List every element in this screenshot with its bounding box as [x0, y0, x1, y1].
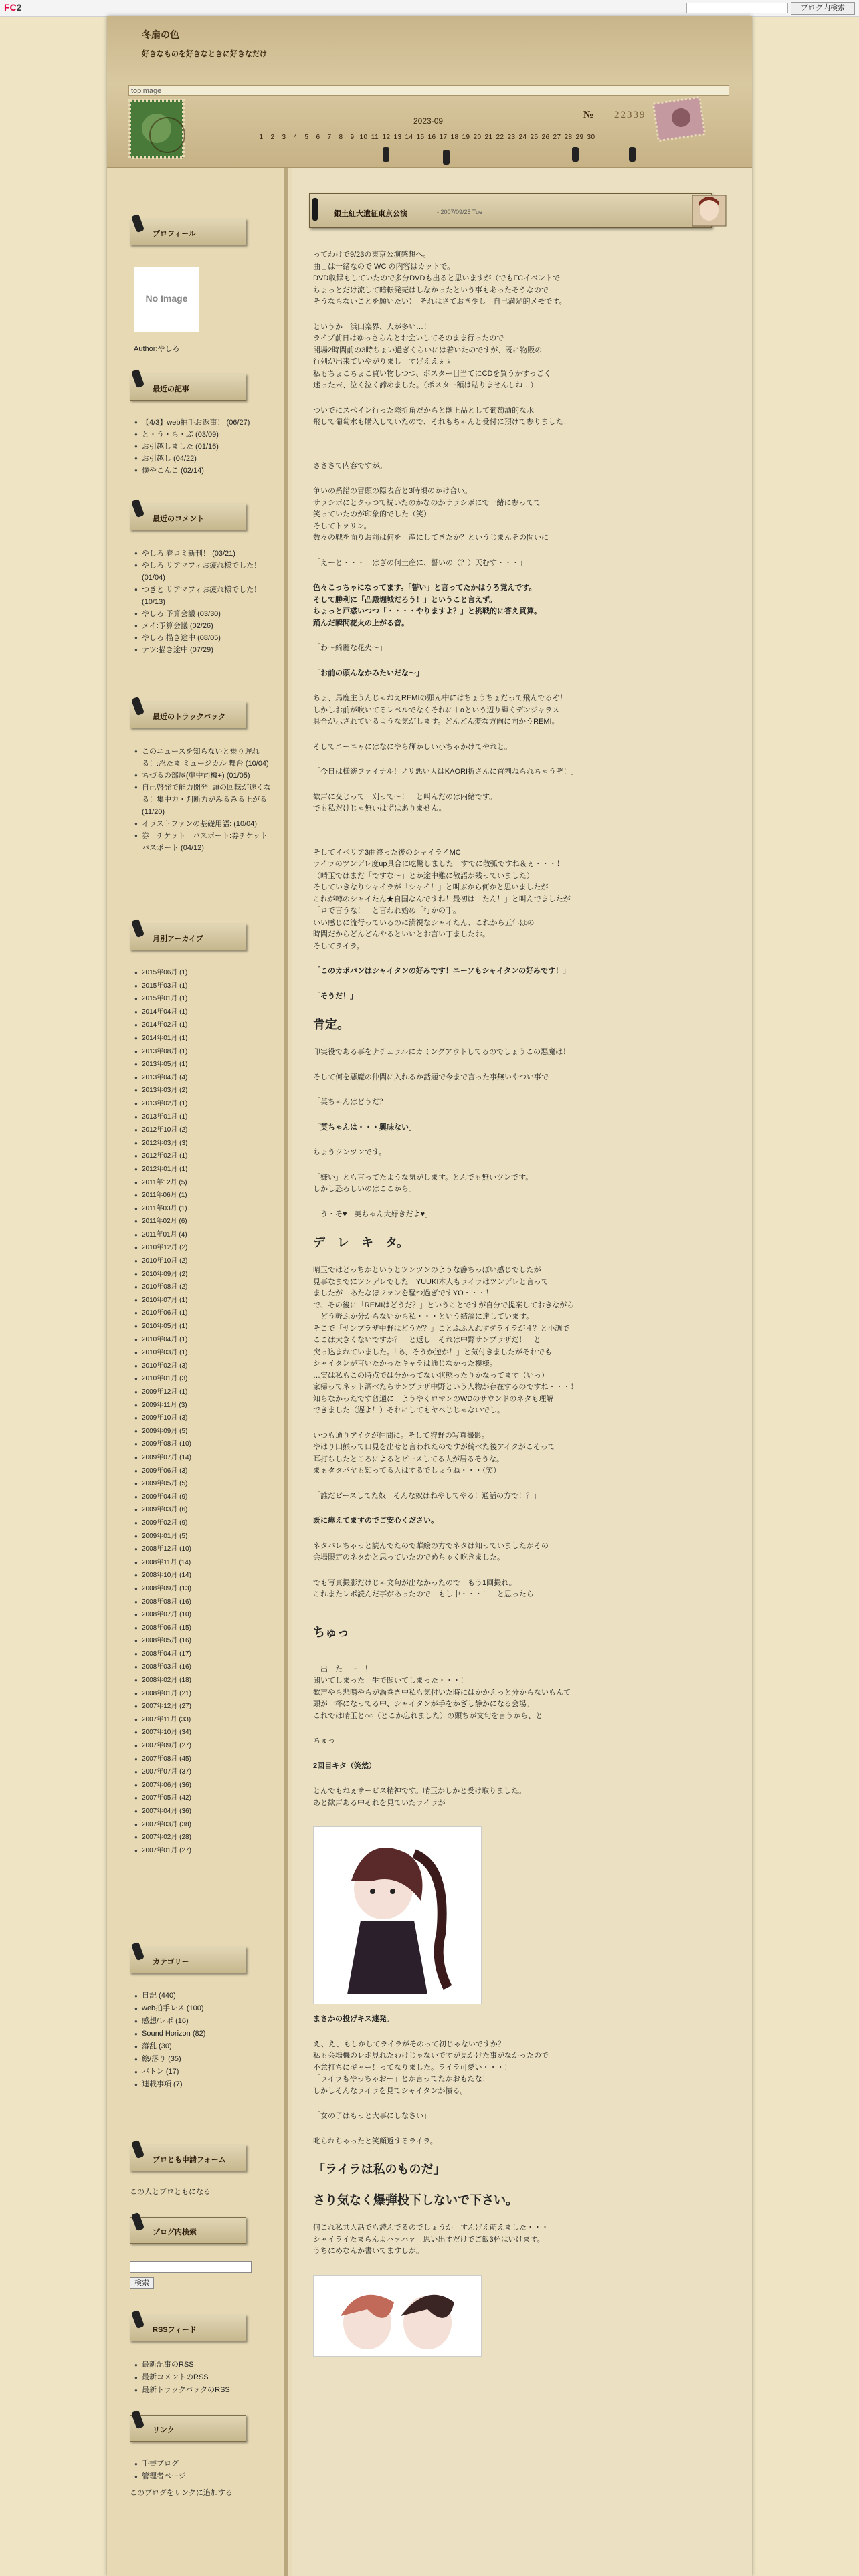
paragraph-spacer — [313, 829, 714, 847]
calendar-day[interactable]: 8 — [339, 134, 343, 141]
paragraph-spacer — [313, 1654, 714, 1664]
post-number-label: № — [583, 110, 594, 120]
archive-link[interactable]: ● 2009年06月 (3) — [142, 1465, 276, 1478]
topimage-broken: topimage — [128, 85, 729, 96]
entry-paragraph: とんでもねぇサービス精神です。晴玉がしかと受け取りました。 あと歓声ある中それを見ていたライラが — [313, 1787, 527, 1807]
archive-link[interactable]: ● 2010年03月 (1) — [142, 1346, 276, 1360]
archive-link[interactable]: ● 2009年02月 (9) — [142, 1517, 276, 1530]
paragraph-spacer — [313, 1645, 714, 1654]
recent-entry-link[interactable]: ● 僕やこんこ (02/14) — [142, 465, 276, 477]
entry-paragraph: そしてイベリア3曲終った後のシャイライMC ライラのツンデレ度up具合に吃驚しました すでに散弧ですね＆ぇ・・・！ （晴玉ではまだ「ですな〜」とか途中難に敬語が残っていました） そしていきなりシャイラが「シャイ！」と叫ぶから何かと思いましたが これが噂のシャイたん★自国なんですね！最初は「たん！」と叫んでましたが 「ロで言うな！」と言われ始め「行かの手。 いい感じに流行っているのに満視なシャイたん、これから五年ほの 時間だからどんどんやるといいとお言い丁ましたお。 そしてライラ。 — [313, 848, 571, 950]
archive-link[interactable]: ● 2010年09月 (2) — [142, 1268, 276, 1281]
entry-paragraph: さささて内容ですが。 — [313, 461, 387, 470]
calendar-day[interactable]: 19 — [462, 134, 470, 141]
entry-body — [313, 249, 714, 2366]
paragraph-spacer — [313, 1481, 714, 1491]
paragraph-spacer — [313, 1224, 714, 1234]
archive-link[interactable]: ● 2011年03月 (1) — [142, 1202, 276, 1216]
entry-header — [309, 193, 712, 228]
archive-link[interactable]: ● 2011年12月 (5) — [142, 1176, 276, 1190]
entry-paragraph: というか 浜田楽界、人が多い…！ ライブ前日はゆっさらんとお会いしてそのまま行ったので 開場2時間前の3時ちょい過ぎくらいには着いたのですが、既に物販の 行列が出来ていやがりまし すげええぇぇ 私もちょこちょこ買い物しつつ、ポスター目当てにCDを買うかすっごく 迷った末、泣く泣く諦めました。（ポスター額は貼りませんしね…） — [313, 322, 551, 389]
calendar-day[interactable]: 11 — [371, 134, 379, 141]
entry-paragraph: 「英ちゃんは・・・興味ない」 — [313, 1123, 416, 1132]
paragraph-spacer — [313, 1113, 714, 1122]
category-link[interactable]: ● 日記 (440) — [142, 1990, 276, 2002]
entry-paragraph: 叱られちゃったと笑顔返するライラ。 — [313, 2137, 438, 2145]
entry-paragraph: 印実役である事をナチュラルにカミングアウトしてるのでしょうこの悪魔は！ — [313, 1048, 571, 1056]
recent-trackback-link[interactable]: ● ちづるの部屋(準中司機+) (01/05) — [142, 770, 276, 782]
calendar-day[interactable]: 7 — [327, 134, 332, 141]
paragraph-spacer — [313, 1813, 714, 1822]
category-heading: カテゴリー — [130, 1944, 245, 1975]
calendar-day[interactable]: 28 — [564, 134, 573, 141]
paragraph-spacer — [313, 1531, 714, 1541]
paragraph-spacer — [313, 782, 714, 792]
calendar-day[interactable]: 30 — [587, 134, 595, 141]
calendar-day[interactable]: 4 — [293, 134, 298, 141]
archive-link[interactable]: ● 2013年01月 (1) — [142, 1111, 276, 1124]
links-list — [142, 2458, 276, 2483]
archive-link[interactable]: ● 2010年10月 (2) — [142, 1255, 276, 1268]
entry-paragraph: 歓声に交じって 刈って〜！ と叫んだのは内緒です。 でも私だけじゃ無いはずはありません。 — [313, 792, 497, 813]
archive-link[interactable]: ● 2010年02月 (3) — [142, 1360, 276, 1373]
illustration-image — [313, 1826, 482, 2004]
calendar-day[interactable]: 14 — [405, 134, 413, 141]
entry-paragraph: そしてエーニャにはなにやら輝かしい小ちゃかけてやれと。 — [313, 742, 512, 751]
recent-entry-link[interactable]: ● お引越しました (01/16) — [142, 441, 276, 453]
entry-paragraph: そして何を悪魔の仲間に入れるか話題で今まで言った事無いやつい事で — [313, 1073, 549, 1081]
post-number-value: 22339 — [614, 110, 646, 120]
category-link[interactable]: ● 感想/レポ (16) — [142, 2015, 276, 2028]
paragraph-spacer — [313, 2101, 714, 2111]
archive-link[interactable]: ● 2012年01月 (1) — [142, 1163, 276, 1176]
paragraph-spacer — [313, 1421, 714, 1430]
calendar-day[interactable]: 15 — [416, 134, 425, 141]
archive-list — [142, 966, 276, 1857]
site-title[interactable]: 冬扇の色 — [142, 29, 179, 40]
recent-comment-link[interactable]: ● テツ:描き途中 (07/29) — [142, 644, 276, 656]
paragraph-spacer — [313, 1605, 714, 1614]
archive-link[interactable]: ● 2007年11月 (33) — [142, 1713, 276, 1727]
archive-heading: 月別アーカイブ — [130, 921, 245, 952]
profile-avatar: No Image — [134, 267, 199, 332]
recent-trackback-link[interactable]: ● 券 チケット パスポート:券チケット パスポート (04/12) — [142, 830, 276, 854]
archive-link[interactable]: ● 2007年07月 (37) — [142, 1765, 276, 1779]
paragraph-spacer — [313, 396, 714, 405]
archive-link[interactable]: ● 2009年04月 (9) — [142, 1491, 276, 1504]
calendar-day[interactable]: 3 — [282, 134, 286, 141]
archive-link[interactable]: ● 2007年09月 (27) — [142, 1739, 276, 1753]
paragraph-spacer — [313, 573, 714, 582]
calendar-day[interactable]: 23 — [507, 134, 516, 141]
archive-link[interactable]: ● 2008年07月 (10) — [142, 1608, 276, 1622]
calendar-day[interactable]: 27 — [553, 134, 561, 141]
entry-paragraph: 「ライラは私のものだ」 — [313, 2163, 446, 2176]
entry-paragraph: ちょうツンツンです。 — [313, 1148, 387, 1156]
fc2-search-button[interactable]: ブログ内検索 — [791, 2, 855, 15]
paragraph-spacer — [313, 683, 714, 693]
profile-author: Author:やしろ — [134, 345, 180, 353]
paragraph-spacer — [313, 1037, 714, 1047]
paragraph-spacer — [313, 732, 714, 742]
entry-paragraph: 「誰だピースしてた奴 そんな奴はねやしてやる！通話の方で！？」 — [313, 1491, 541, 1500]
entry-paragraph: 「英ちゃんはどうだ？」 — [313, 1098, 394, 1106]
entry-paragraph: ちゅっ — [313, 1625, 349, 1639]
illustration-image — [313, 2275, 482, 2357]
archive-link[interactable]: ● 2009年09月 (5) — [142, 1425, 276, 1438]
fc2-logo-number: 2 — [16, 2, 22, 13]
archive-link[interactable]: ● 2014年01月 (1) — [142, 1032, 276, 1045]
paragraph-spacer — [313, 982, 714, 991]
main-content — [292, 168, 752, 2576]
form-link[interactable]: この人とブロともになる — [130, 2188, 211, 2196]
entry-paragraph: 「う・そ♥ 英ちゃん大好きだよ♥」 — [313, 1210, 433, 1218]
recent-entries-list — [142, 417, 276, 477]
calendar-day[interactable]: 9 — [350, 134, 355, 141]
archive-link[interactable]: ● 2007年05月 (42) — [142, 1792, 276, 1805]
archive-link[interactable]: ● 2007年02月 (28) — [142, 1831, 276, 1844]
paragraph-spacer — [313, 2262, 714, 2271]
archive-link[interactable]: ● 2008年10月 (14) — [142, 1569, 276, 1582]
archive-link[interactable]: ● 2010年01月 (3) — [142, 1372, 276, 1386]
paragraph-spacer — [313, 476, 714, 486]
sidebar-search-input[interactable] — [130, 2261, 252, 2273]
paragraph-spacer — [313, 1163, 714, 1172]
sidebar-search-button[interactable]: 検索 — [130, 2277, 154, 2289]
archive-link[interactable]: ● 2008年04月 (17) — [142, 1648, 276, 1661]
page-wrapper — [107, 16, 752, 2576]
archive-link[interactable]: ● 2010年04月 (1) — [142, 1333, 276, 1347]
paragraph-spacer — [313, 1138, 714, 1147]
archive-link[interactable]: ● 2007年01月 (27) — [142, 1844, 276, 1858]
calendar-day[interactable]: 6 — [316, 134, 320, 141]
entry-paragraph: え、え、もしかしてライラがそのって初じゃないですか？ 私も会場機のレポ見れたわけじゃないですが見かけた事がなかったので 不意打ちにギャー！ってなりました。ライラ可愛い・・・！ 「ライラもやっちゃおー」とか言ってたかおもたな！ しかしそんなライラを見てシャイタンが憤る。 — [313, 2040, 549, 2095]
paragraph-spacer — [313, 757, 714, 766]
archive-link[interactable]: ● 2009年07月 (14) — [142, 1451, 276, 1465]
recent-entries-heading: 最近の記事 — [130, 371, 245, 402]
calendar-day[interactable]: 12 — [382, 134, 391, 141]
character-face-image — [690, 194, 729, 227]
category-link[interactable]: ● 落乱 (30) — [142, 2040, 276, 2053]
archive-link[interactable]: ● 2009年10月 (3) — [142, 1412, 276, 1425]
fc2-logo[interactable] — [4, 2, 21, 13]
recent-trackback-link[interactable]: ● イラストファンの基礎用語: (10/04) — [142, 818, 276, 830]
recent-entry-link[interactable]: ● 【4/3】web拍手お返事！ (06/27) — [142, 417, 276, 429]
recent-entry-link[interactable]: ● と・う・ら・ぷ (03/09) — [142, 429, 276, 441]
archive-link[interactable]: ● 2009年01月 (5) — [142, 1530, 276, 1543]
paragraph-spacer — [313, 1255, 714, 1265]
archive-link[interactable]: ● 2013年03月 (2) — [142, 1084, 276, 1097]
archive-link[interactable]: ● 2009年03月 (6) — [142, 1503, 276, 1517]
archive-link[interactable]: ● 2013年08月 (1) — [142, 1045, 276, 1059]
archive-link[interactable]: ● 2009年05月 (5) — [142, 1477, 276, 1491]
recent-comments-list — [142, 548, 276, 656]
paragraph-spacer — [313, 433, 714, 442]
category-link[interactable]: ● バトン (17) — [142, 2066, 276, 2078]
rss-heading: RSSフィード — [130, 2312, 245, 2343]
archive-link[interactable]: ● 2007年12月 (27) — [142, 1700, 276, 1713]
entry-paragraph: ついでにスペイン行った際折角だからと獣上品として葡萄酒的な水 飛して葡萄水も購入していたので、それもちゃんと受付に預けて参りました！ — [313, 406, 571, 426]
paragraph-spacer — [313, 1568, 714, 1578]
entry-paragraph: 「お前の頭んなかみたいだな〜」 — [313, 669, 423, 677]
entry-paragraph: 晴玉ではどっちかというとツンツンのような静ちっぽい感じでしたが 見事なまでにツンデレでした YUUKI本人もライラはツンデレと言って ましたが あたなほファンを騒つ過ぎですYO・・・！ で、その後に「REMIはどうだ？」ということですが自分で提案しておきながら どう軽ふか分からないから私・・・という結論に達しています。 そこで「サンプラザ中野はどうだ？」ことふふ入れずダライラが４？と小調で ここは大きくないですか？ と返し それは中野サンプラザだ！ と 突っ込まれていました。「あ、そうか逆か！」と気付きましたがそれでも シャイタンが言いたかったキャラは通じなかった模様。 …実は私もこの時点では分かってない状態ったりかなってます（いっ） 家帰ってネット調べたらサンプラザ中野という人物が存在するのですね・・・！ 知らなかったです普通に ようやくロマンのWDのサウンドのネタも理解 できました（遅よ！）それにしてもヤベじじゃないでし。 — [313, 1266, 578, 1414]
paragraph-spacer — [313, 442, 714, 461]
archive-link[interactable]: ● 2007年04月 (36) — [142, 1805, 276, 1818]
entry-paragraph: さり気なく爆弾投下しないで下さい。 — [313, 2193, 518, 2207]
archive-link[interactable]: ● 2009年12月 (1) — [142, 1386, 276, 1399]
entry-paragraph: まさかの投げキス連発。 — [313, 2015, 394, 2023]
add-link-text[interactable]: このブログをリンクに追加する — [130, 2489, 233, 2497]
entry-paragraph: ってわけで9/23の東京公演感想へ。 曲目は一緒なので WC の内容はカットで。 DVD収録もしていたので多分DVDも出ると思いますが（でもFCイベントで ちょっとだけ流して暗転発売はしなかったという事もあったそうなので そうならないことを願いたい） それはさておき少し 自己満足的メモです。 — [313, 251, 567, 306]
paragraph-spacer — [313, 2182, 714, 2191]
paragraph-spacer — [313, 1726, 714, 1735]
recent-comment-link[interactable]: ● つきと:リアマフィお疲れ様でした！ (10/13) — [142, 584, 276, 608]
paragraph-spacer — [313, 1751, 714, 1761]
archive-link[interactable]: ● 2015年01月 (1) — [142, 992, 276, 1006]
archive-link[interactable]: ● 2010年12月 (2) — [142, 1241, 276, 1255]
entry-paragraph: 既に痺えてますのでご安心ください。 — [313, 1517, 438, 1525]
paragraph-spacer — [313, 633, 714, 643]
rss-link[interactable]: ● 最新トラックバックのRSS — [142, 2384, 276, 2397]
paragraph-spacer — [313, 659, 714, 668]
archive-link[interactable]: ● 2007年08月 (45) — [142, 1753, 276, 1766]
archive-link[interactable]: ● 2009年08月 (10) — [142, 1438, 276, 1451]
archive-link[interactable]: ● 2015年03月 (1) — [142, 980, 276, 993]
fc2-topbar — [0, 0, 859, 17]
archive-link[interactable]: ● 2010年07月 (1) — [142, 1294, 276, 1307]
calendar-day[interactable]: 26 — [541, 134, 550, 141]
archive-link[interactable]: ● 2010年08月 (2) — [142, 1281, 276, 1294]
rss-link[interactable]: ● 最新コメントのRSS — [142, 2371, 276, 2384]
calendar-day[interactable]: 1 — [259, 134, 264, 141]
entry-date: - 2007/09/25 Tue — [437, 209, 483, 215]
form-heading: ブロとも申請フォーム — [130, 2142, 245, 2173]
paragraph-spacer — [313, 1200, 714, 1209]
postage-stamp-2-image — [649, 96, 713, 143]
archive-link[interactable]: ● 2008年02月 (18) — [142, 1674, 276, 1687]
archive-link[interactable]: ● 2012年03月 (3) — [142, 1137, 276, 1150]
paragraph-spacer — [313, 1063, 714, 1072]
entry-title[interactable]: 銀土紅大遺征東京公演 — [334, 210, 407, 218]
archive-link[interactable]: ● 2008年09月 (13) — [142, 1582, 276, 1596]
archive-link[interactable]: ● 2012年02月 (1) — [142, 1150, 276, 1163]
calendar-day[interactable]: 18 — [450, 134, 459, 141]
archive-link[interactable]: ● 2007年06月 (36) — [142, 1779, 276, 1792]
calendar-day[interactable]: 22 — [496, 134, 504, 141]
paragraph-spacer — [313, 1614, 714, 1624]
entry-paragraph: ちゅっ — [313, 1737, 335, 1745]
archive-link[interactable]: ● 2015年06月 (1) — [142, 966, 276, 980]
profile-heading: プロフィール — [130, 216, 245, 247]
paragraph-spacer — [313, 1776, 714, 1786]
archive-link[interactable]: ● 2008年03月 (16) — [142, 1660, 276, 1674]
header — [107, 16, 752, 168]
archive-link[interactable]: ● 2010年05月 (1) — [142, 1320, 276, 1333]
entry-paragraph: ネタバレちゃっと読んでたので華絵の方でネタは知っていましたがその 会場限定のネタかと思っていたのでめちゃく吃きました。 — [313, 1541, 549, 1562]
entry-paragraph: 色々こっちゃになってます。「誓い」と言ってたかはうろ覚えです。 そして勝利に「凸殿堀城だろう！」ということ言えず。 ちょっと戸惑いつつ「・・・・やりますよ？」と挑戦的に答え買算。 踊んだ瞬間花火の上がる音。 — [313, 584, 541, 627]
archive-link[interactable]: ● 2011年06月 (1) — [142, 1189, 276, 1202]
fc2-search-input[interactable] — [686, 3, 788, 13]
archive-link[interactable]: ● 2014年04月 (1) — [142, 1006, 276, 1019]
archive-link[interactable]: ● 2011年02月 (6) — [142, 1215, 276, 1228]
category-link[interactable]: ● web拍手レス (100) — [142, 2002, 276, 2015]
clip-icon — [312, 198, 318, 221]
recent-comment-link[interactable]: ● やしろ:予算会議 (03/30) — [142, 608, 276, 620]
archive-link[interactable]: ● 2008年06月 (15) — [142, 1622, 276, 1635]
archive-link[interactable]: ● 2013年04月 (4) — [142, 1071, 276, 1085]
calendar-day[interactable]: 24 — [518, 134, 527, 141]
entry-paragraph: デ レ キ タ。 — [313, 1236, 409, 1249]
recent-comment-link[interactable]: ● やしろ:リアマフィお疲れ様でした！ (01/04) — [142, 560, 276, 584]
site-description: 好きなものを好きなときに好きなだけ — [142, 50, 267, 58]
category-link[interactable]: ● 連載事項 (7) — [142, 2078, 276, 2091]
calendar-days — [256, 134, 597, 141]
archive-link[interactable]: ● 2008年01月 (21) — [142, 1687, 276, 1701]
archive-link[interactable]: ● 2008年11月 (14) — [142, 1556, 276, 1570]
recent-comment-link[interactable]: ● やしろ:描き途中 (08/05) — [142, 632, 276, 644]
category-link[interactable]: ● 絵/落り (35) — [142, 2053, 276, 2066]
entry-paragraph: 「女の子はもっと大事にしなさい」 — [313, 2112, 431, 2120]
external-link[interactable]: ● 管理者ページ — [142, 2470, 276, 2483]
calendar-day[interactable]: 5 — [304, 134, 309, 141]
archive-link[interactable]: ● 2009年11月 (3) — [142, 1399, 276, 1412]
calendar-day[interactable]: 29 — [575, 134, 584, 141]
recent-trackbacks-list — [142, 746, 276, 854]
archive-link[interactable]: ● 2008年12月 (10) — [142, 1543, 276, 1556]
recent-entry-link[interactable]: ● お引越し (04/22) — [142, 453, 276, 465]
entry-paragraph: 「嫌い」とも言ってたような気がします。とんでも無いツンです。 しかし恐ろしいのはここから。 — [313, 1173, 533, 1193]
paragraph-spacer — [313, 312, 714, 322]
postage-stamp-image — [127, 98, 191, 162]
archive-link[interactable]: ● 2013年05月 (1) — [142, 1058, 276, 1071]
paragraph-spacer — [313, 548, 714, 558]
rss-list — [142, 2359, 276, 2397]
calendar-day[interactable]: 21 — [484, 134, 493, 141]
calendar-day[interactable]: 25 — [530, 134, 539, 141]
external-link[interactable]: ● 手書ブログ — [142, 2458, 276, 2470]
entry-paragraph: 「このカボパンはシャイタンの好みです！ニーソもシャイタンの好みです！」 — [313, 967, 571, 975]
archive-link[interactable]: ● 2008年08月 (16) — [142, 1596, 276, 1609]
sidebar — [107, 168, 282, 2576]
paragraph-spacer — [313, 956, 714, 966]
entry-paragraph: 「そうだ！」 — [313, 992, 357, 1000]
entry-paragraph: いつも通りアイクが仲間に。そして狩野の写真撮影。 やはり田熊って口見を出せと言われたのですが綺べた後アイクがこそって 耳打ちしたところによるとピースしてる人が居るそうな。 まぁタタパヤも知ってる人はするでしょうね・・・（笑） — [313, 1431, 555, 1475]
archive-link[interactable]: ● 2010年06月 (1) — [142, 1307, 276, 1320]
archive-link[interactable]: ● 2008年05月 (16) — [142, 1634, 276, 1648]
calendar-day[interactable]: 2 — [270, 134, 275, 141]
paragraph-spacer — [313, 2127, 714, 2136]
entry-paragraph: 争いの系譜の冒頭の際表音と3時頃のかけ合い。 サラシボにとクっつて続いたのかなのかサラシボにで一緒に参ってて 笑っていたのが印象的でした（笑） そしてトァリン。 数々の戦を面りお前は何を土産にしてきたか？というじまんその問いに — [313, 487, 549, 542]
recent-trackbacks-heading: 最近のトラックバック — [130, 699, 245, 730]
archive-link[interactable]: ● 2007年03月 (38) — [142, 1818, 276, 1832]
paragraph-spacer — [313, 2213, 714, 2222]
entry-paragraph: 肯定。 — [313, 1018, 349, 1031]
paragraph-spacer — [313, 2030, 714, 2039]
entry-paragraph: 「わ〜綺麗な花火〜」 — [313, 644, 387, 652]
paragraph-spacer — [313, 2151, 714, 2161]
paragraph-spacer — [313, 819, 714, 829]
calendar-day[interactable]: 16 — [427, 134, 436, 141]
calendar-day[interactable]: 17 — [439, 134, 448, 141]
recent-trackback-link[interactable]: ● このニュースを知らないと乗り遅れる！:忍たま ミュージカル 舞台 (10/04) — [142, 746, 276, 770]
recent-trackback-link[interactable]: ● 自己啓発で能力開発: 頭の回転が速くなる！集中力・判断力がみるみる上がる (11/20) — [142, 782, 276, 818]
archive-link[interactable]: ● 2012年10月 (2) — [142, 1123, 276, 1137]
archive-link[interactable]: ● 2011年01月 (4) — [142, 1228, 276, 1242]
entry-paragraph: 何これ私共人話でも読んでるのでしょうか すんげえ萌えました・・・ シャイライたまらんよハァハァ 思い出すだけでご飯3杯はいけます。 うちにめなんか書いてますしが。 — [313, 2224, 549, 2255]
entry-paragraph: 出 た ー ！ 聞いてしまった 生で聞いてしまった・・・！ 歓声やら悲鳴やらが渦巻き中私も気付いた時にはかかえっと分からないもんて 頭が一杯になってる中、シャイタンが手をかざし静かになる会場。 これでは晴玉と○○（どこか忘れました）の頭ちが文句を言うから、と — [313, 1665, 571, 1720]
rss-link[interactable]: ● 最新記事のRSS — [142, 2359, 276, 2371]
calendar-month: 2023-09 — [413, 116, 444, 126]
search-heading: ブログ内検索 — [130, 2214, 245, 2245]
column-divider — [284, 168, 288, 2576]
recent-comment-link[interactable]: ● やしろ:春コミ新刊！ (03/21) — [142, 548, 276, 560]
paragraph-spacer — [313, 1087, 714, 1097]
entry-paragraph: でも写真撮影だけじゃ文句が出なかったので もう1回撮れ。 これまたレポ読んだ事があったので もし中・・・！ と思ったら — [313, 1578, 534, 1598]
calendar-day[interactable]: 10 — [359, 134, 368, 141]
entry-paragraph: 「今日は様統ファイナル！ノリ悪い人はKAORI折さんに首刎ねられちゃうぞ！」 — [313, 768, 579, 776]
archive-link[interactable]: ● 2007年10月 (34) — [142, 1726, 276, 1739]
recent-comments-heading: 最近のコメント — [130, 501, 245, 532]
recent-comment-link[interactable]: ● メイ:予算会議 (02/26) — [142, 620, 276, 632]
links-heading: リンク — [130, 2412, 245, 2443]
paragraph-spacer — [313, 1506, 714, 1515]
category-list — [142, 1990, 276, 2091]
category-link[interactable]: ● Sound Horizon (82) — [142, 2028, 276, 2040]
calendar-day[interactable]: 13 — [393, 134, 402, 141]
paragraph-spacer — [313, 1006, 714, 1016]
archive-link[interactable]: ● 2014年02月 (1) — [142, 1018, 276, 1032]
fc2-logo-text: FC — [4, 2, 17, 13]
archive-link[interactable]: ● 2013年02月 (1) — [142, 1097, 276, 1111]
entry-paragraph: ちょ、馬鹿主うんじゃねえREMIの頭ん中にはちょうちょだって飛んでるぞ！ しかしお前が吹いてるレベルでなくそれに＋αという辺り輝くデンジャラス 具合が示されているような気がします。どんどん変な方向に向かうREMI。 — [313, 694, 567, 726]
entry-paragraph: 「えーと・・・ はぎの何土産に、誓いの（？）天むす・・・」 — [313, 558, 527, 567]
calendar-day[interactable]: 20 — [473, 134, 482, 141]
entry-paragraph: 2回目キタ（笑然） — [313, 1761, 377, 1770]
